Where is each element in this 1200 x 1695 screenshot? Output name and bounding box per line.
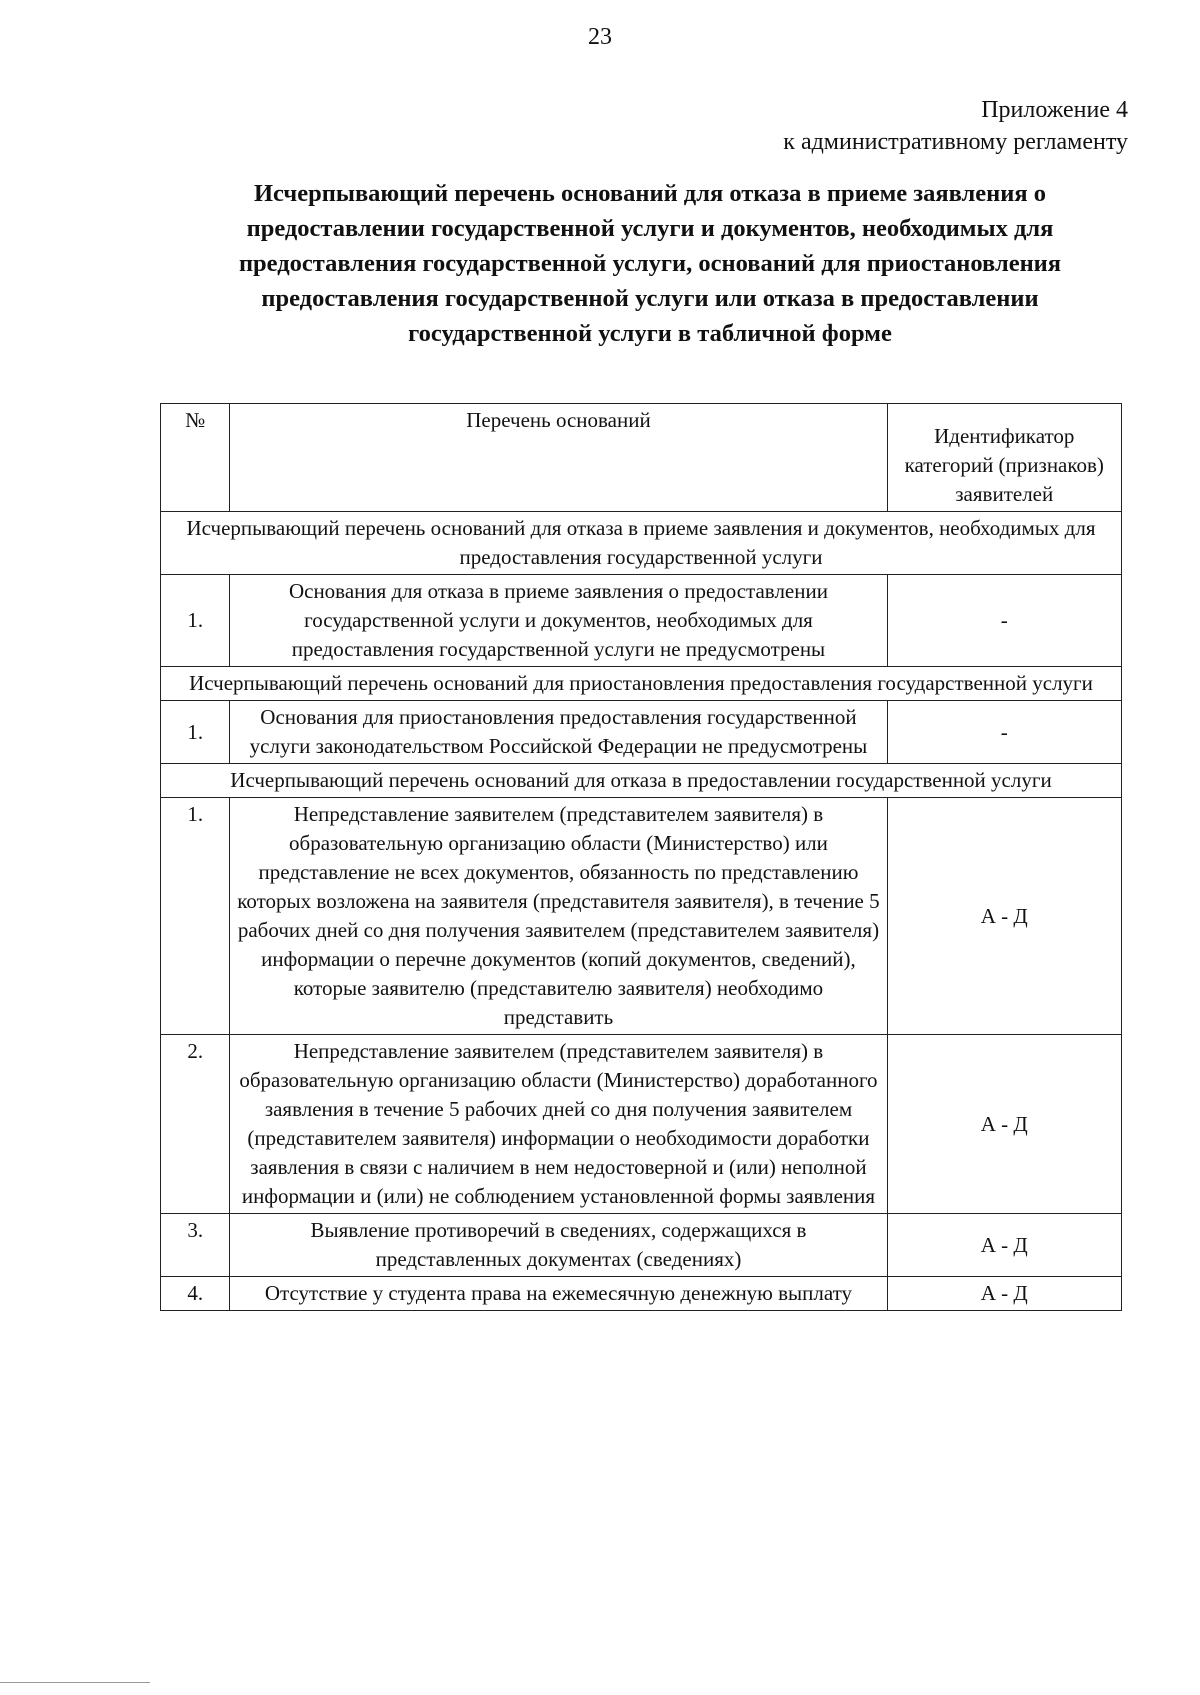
row-num: 2. xyxy=(161,1035,230,1214)
row-text: Отсутствие у студента права на ежемесячную денежную выплату xyxy=(230,1277,887,1311)
row-num: 1. xyxy=(161,575,230,667)
row-text: Основания для приостановления предоставления государственной услуги законодательством Российской Федерации не предусмотрены xyxy=(230,701,887,764)
section-title: Исчерпывающий перечень оснований для отказа в приеме заявления и документов, необходимых для предоставления государственной услуги xyxy=(161,512,1122,575)
table-row xyxy=(161,798,1122,1035)
section-row xyxy=(161,764,1122,798)
section-title: Исчерпывающий перечень оснований для отказа в предоставлении государственной услуги xyxy=(161,764,1122,798)
table-row xyxy=(161,1214,1122,1277)
footer-divider xyxy=(0,1682,150,1683)
row-text: Основания для отказа в приеме заявления о предоставлении государственной услуги и документов, необходимых для предоставления государственной услуги не предусмотрены xyxy=(230,575,887,667)
appendix-note xyxy=(783,94,1128,158)
table-row xyxy=(161,1277,1122,1311)
row-num: 1. xyxy=(161,701,230,764)
row-text: Выявление противоречий в сведениях, содержащихся в представленных документах (сведениях) xyxy=(230,1214,887,1277)
appendix-line-1: Приложение 4 xyxy=(981,97,1128,123)
row-num: 4. xyxy=(161,1277,230,1311)
header-num: № xyxy=(161,404,230,512)
row-text: Непредставление заявителем (представителем заявителя) в образовательную организацию области (Министерство) или представление не всех документов, обязанность по представлению которых возложена на заявителя (представителя заявителя), в течение 5 рабочих дней со дня получения заявителем (представителем заявителя) информации о перечне документов (копий документов, сведений), которые заявителю (представителю заявителя) необходимо представить xyxy=(230,798,887,1035)
table-header-row xyxy=(161,404,1122,512)
row-id: А - Д xyxy=(887,1214,1121,1277)
appendix-line-2: к административному регламенту xyxy=(783,129,1128,155)
row-id: А - Д xyxy=(887,798,1121,1035)
row-id: - xyxy=(887,575,1121,667)
document-title: Исчерпывающий перечень оснований для отказа в приеме заявления о предоставлении государственной услуги и документов, необходимых для предоставления государственной услуги, оснований для приостановления предоставления государственной услуги или отказа в предоставлении государственной услуги в табличной форме xyxy=(238,180,1062,347)
row-text: Непредставление заявителем (представителем заявителя) в образовательную организацию области (Министерство) доработанного заявления в течение 5 рабочих дней со дня получения заявителем (представителем заявителя) информации о необходимости доработки заявления в связи с наличием в нем недостоверной и (или) неполной информации и (или) не соблюдением установленной формы заявления xyxy=(230,1035,887,1214)
table-row xyxy=(161,575,1122,667)
table-row xyxy=(161,1035,1122,1214)
row-num: 3. xyxy=(161,1214,230,1277)
row-id: - xyxy=(887,701,1121,764)
section-row xyxy=(161,512,1122,575)
grounds-table xyxy=(160,403,1122,1311)
section-title: Исчерпывающий перечень оснований для приостановления предоставления государственной услуги xyxy=(161,667,1122,701)
row-num: 1. xyxy=(161,798,230,1035)
header-list: Перечень оснований xyxy=(230,404,887,512)
table-row xyxy=(161,701,1122,764)
row-id: А - Д xyxy=(887,1035,1121,1214)
section-row xyxy=(161,667,1122,701)
header-id: Идентификатор категорий (признаков) заявителей xyxy=(887,404,1121,512)
page-number: 23 xyxy=(588,24,612,50)
row-id: А - Д xyxy=(887,1277,1121,1311)
